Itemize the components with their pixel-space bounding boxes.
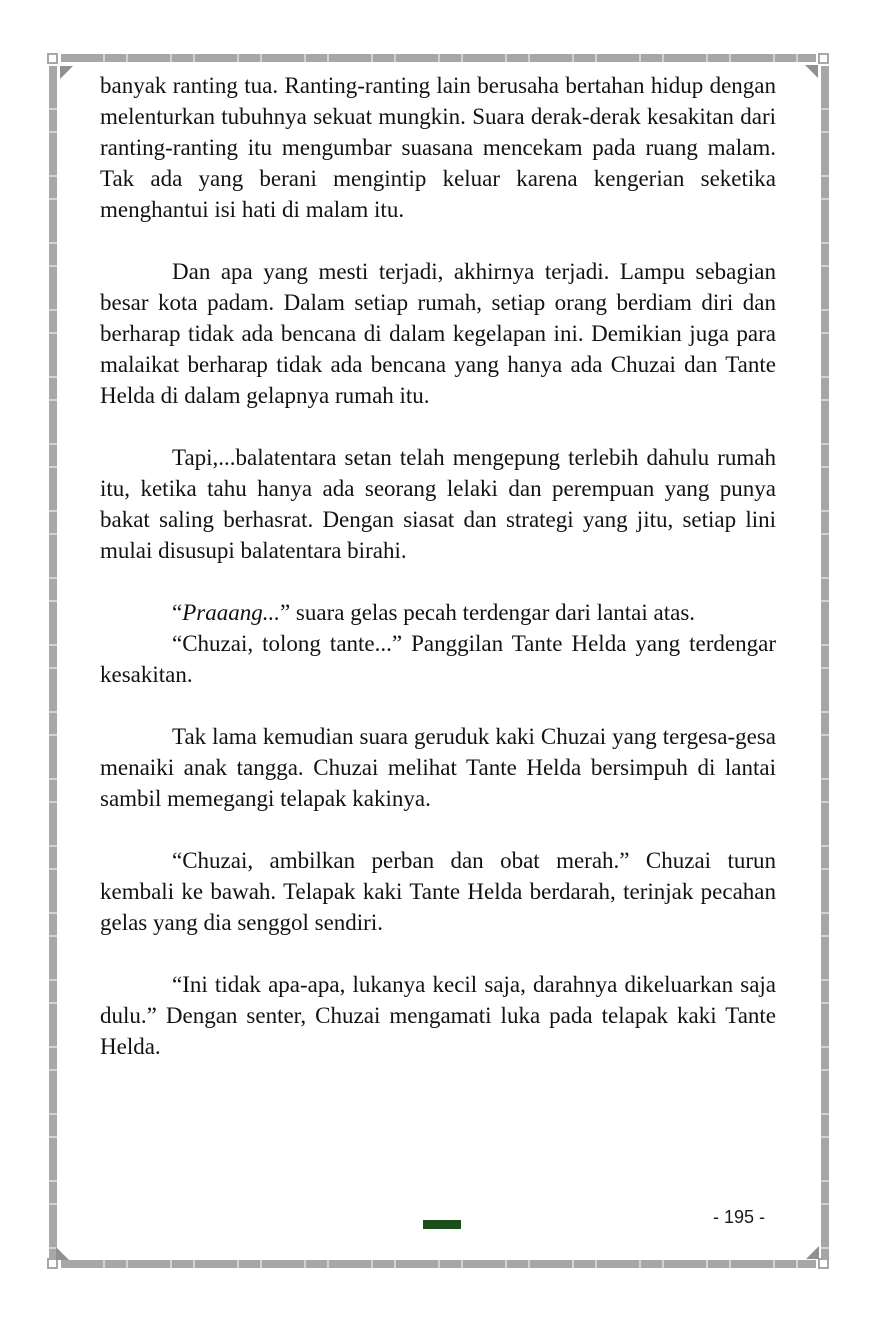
frame-corner-triangle-icon-bottom-right [806,1246,819,1259]
frame-border-bottom [61,1260,816,1268]
text-run: Tak lama kemudian suara geruduk kaki Chuzai yang tergesa-gesa menaiki anak tangga. Chuzai melihat Tante Helda bersimpuh di lantai sambil memegangi telapak kakinya. [100,724,776,811]
paragraph [100,845,776,938]
page-text-block [100,70,776,1062]
paragraph [100,969,776,1062]
frame-border-left [49,66,57,1258]
frame-corner-square-top-left [47,53,58,64]
paragraph [100,628,776,690]
frame-corner-square-bottom-right [818,1258,829,1269]
text-run: “Ini tidak apa-apa, lukanya kecil saja, darahnya dikeluarkan saja dulu.” Dengan senter, Chuzai mengamati luka pada telapak kaki Tante Helda. [100,972,776,1059]
paragraph [100,597,776,628]
frame-corner-square-top-right [818,53,829,64]
paragraph [100,721,776,814]
paragraph [100,442,776,566]
section-divider-bar [423,1220,461,1229]
text-run: ” suara gelas pecah terdengar dari lantai atas. [279,600,696,625]
frame-border-top [61,54,816,62]
text-run: Dan apa yang mesti terjadi, akhirnya terjadi. Lampu sebagian besar kota padam. Dalam setiap rumah, setiap orang berdiam diri dan berharap tidak ada bencana di dalam kegelapan ini. Demikian juga para malaikat berharap tidak ada bencana yang hanya ada Chuzai dan Tante Helda di dalam gelapnya rumah itu. [100,259,776,408]
frame-corner-triangle-icon-bottom-left [56,1247,69,1260]
text-run: “ [172,600,183,625]
paragraph [100,256,776,411]
frame-corner-triangle-icon-top-left [60,66,73,79]
page-number: - 195 - [712,1207,765,1227]
text-run: “Chuzai, ambilkan perban dan obat merah.” Chuzai turun kembali ke bawah. Telapak kaki Tante Helda berdarah, terinjak pecahan gelas yang dia senggol sendiri. [100,848,776,935]
frame-corner-triangle-icon-top-right [805,65,818,78]
text-run: “Chuzai, tolong tante...” Panggilan Tante Helda yang terdengar kesakitan. [100,631,776,687]
paragraph [100,70,776,225]
text-run: Tapi,...balatentara setan telah mengepung terlebih dahulu rumah itu, ketika tahu hanya ada seorang lelaki dan perempuan yang punya bakat saling berhasrat. Dengan siasat dan strategi yang jitu, setiap lini mulai disusupi balatentara birahi. [100,445,776,563]
frame-border-right [821,66,829,1258]
text-run: banyak ranting tua. Ranting-ranting lain berusaha bertahan hidup dengan melenturkan tubuhnya sekuat mungkin. Suara derak-derak kesakitan dari ranting-ranting itu mengumbar suasana mencekam pada ruang malam. Tak ada yang berani mengintip keluar karena kengerian seketika menghantui isi hati di malam itu. [100,73,776,222]
italic-text-run: Praaang... [182,600,280,625]
